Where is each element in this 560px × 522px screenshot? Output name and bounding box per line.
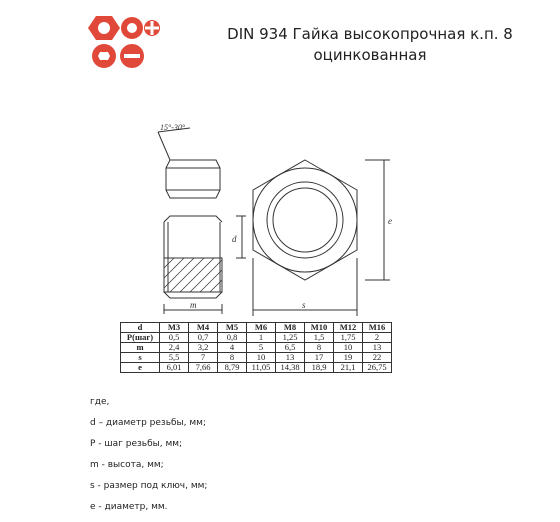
legend-line: P - шаг резьбы, мм;: [90, 439, 183, 449]
table-cell: 1,25: [276, 333, 305, 343]
table-cell: 18,9: [305, 363, 334, 373]
product-title: [200, 24, 540, 66]
legend-line: e - диаметр, мм.: [90, 502, 168, 512]
table-header: M12: [334, 323, 363, 333]
table-row: [121, 343, 392, 353]
brand-logo: [88, 12, 160, 72]
table-cell: 13: [363, 343, 392, 353]
table-cell: 13: [276, 353, 305, 363]
table-cell: 0,7: [189, 333, 218, 343]
table-header: M8: [276, 323, 305, 333]
table-header-row: [121, 323, 392, 333]
table-cell: 21,1: [334, 363, 363, 373]
table-row: [121, 333, 392, 343]
table-cell: 26,75: [363, 363, 392, 373]
table-cell: 11,05: [247, 363, 276, 373]
table-header: M3: [160, 323, 189, 333]
table-cell: 2: [363, 333, 392, 343]
table-header: M6: [247, 323, 276, 333]
table-row-key: m: [121, 343, 160, 353]
table-header: M4: [189, 323, 218, 333]
table-row-key: s: [121, 353, 160, 363]
table-cell: 14,38: [276, 363, 305, 373]
legend-line: m - высота, мм;: [90, 460, 164, 470]
table-cell: 3,2: [189, 343, 218, 353]
table-row: [121, 363, 392, 373]
table-cell: 10: [334, 343, 363, 353]
table-cell: 19: [334, 353, 363, 363]
table-cell: 8,79: [218, 363, 247, 373]
table-cell: 8: [305, 343, 334, 353]
legend-line: s - размер под ключ, мм;: [90, 481, 208, 491]
table-row-key: P(шаг): [121, 333, 160, 343]
legend-line: где,: [90, 397, 110, 407]
table-cell: 4: [218, 343, 247, 353]
table-header: M10: [305, 323, 334, 333]
table-row-key: e: [121, 363, 160, 373]
table-cell: 1,75: [334, 333, 363, 343]
title-line-2: оцинкованная: [313, 46, 427, 64]
table-cell: 5,5: [160, 353, 189, 363]
title-line-1: DIN 934 Гайка высокопрочная к.п. 8: [227, 25, 513, 43]
table-cell: 10: [247, 353, 276, 363]
table-cell: 5: [247, 343, 276, 353]
table-cell: 17: [305, 353, 334, 363]
table-cell: 6,01: [160, 363, 189, 373]
table-row: [121, 353, 392, 363]
dim-d-label: d: [232, 234, 237, 244]
table-header: M5: [218, 323, 247, 333]
table-cell: 0,5: [160, 333, 189, 343]
table-cell: 7: [189, 353, 218, 363]
table-cell: 0,8: [218, 333, 247, 343]
table-header: d: [121, 323, 160, 333]
table-header: M16: [363, 323, 392, 333]
legend-line: d – диаметр резьбы, мм;: [90, 418, 206, 428]
table-cell: 1,5: [305, 333, 334, 343]
dim-e-label: e: [388, 216, 392, 226]
dim-m-label: m: [190, 300, 197, 310]
angle-label: 15°-30°: [160, 123, 186, 132]
table-cell: 2,4: [160, 343, 189, 353]
dimension-table: [120, 322, 392, 373]
legend: [90, 396, 207, 522]
table-cell: 8: [218, 353, 247, 363]
nut-technical-drawing: [150, 118, 420, 324]
table-cell: 1: [247, 333, 276, 343]
table-cell: 6,5: [276, 343, 305, 353]
dim-s-label: s: [302, 300, 306, 310]
table-cell: 22: [363, 353, 392, 363]
table-cell: 7,66: [189, 363, 218, 373]
